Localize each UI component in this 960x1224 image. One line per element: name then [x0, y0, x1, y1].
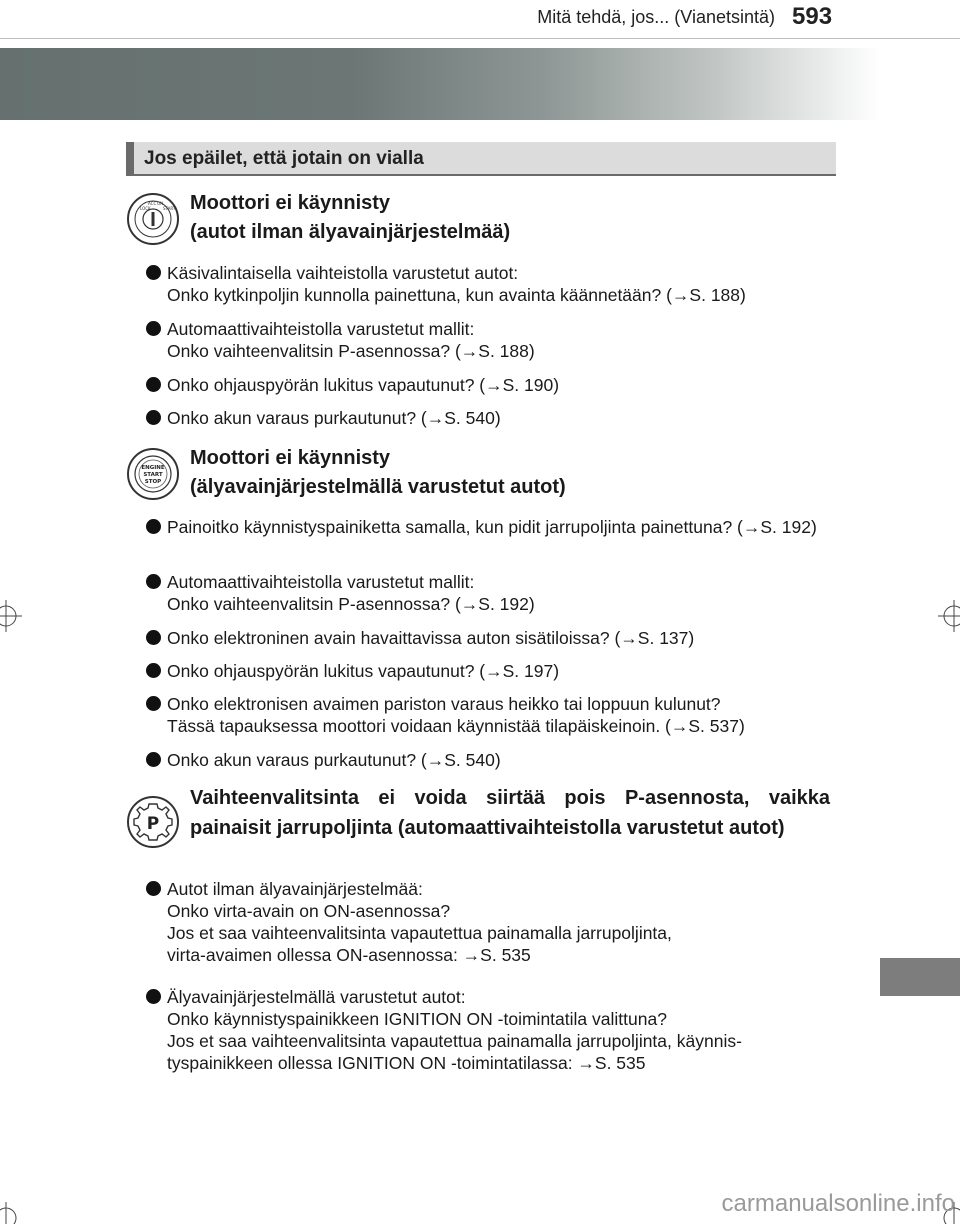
list-item: [146, 516, 836, 538]
list-item: [146, 693, 836, 737]
bullet-icon: [146, 989, 161, 1004]
stop-label: STOP: [144, 479, 162, 485]
list-item-text: virta-avaimen ollessa ON-asennossa: →S. 535: [167, 945, 531, 965]
chapter-side-tab: [880, 958, 960, 996]
list-item-text: Onko elektronisen avaimen pariston varaus heikko tai loppuun kulunut?: [167, 694, 721, 714]
ignition-label-start: START: [163, 206, 176, 211]
bullet-icon: [146, 377, 161, 392]
list-item-text: Käsivalintaisella vaihteistolla varustetut autot:: [167, 263, 519, 283]
list-item: [146, 262, 836, 306]
list-item-text: Onko kytkinpoljin kunnolla painettuna, kun avainta käännetään? (→S. 188): [167, 285, 746, 305]
list-item-text: Automaattivaihteistolla varustetut mallit:: [167, 572, 475, 592]
chapter-banner: [0, 48, 880, 120]
ignition-label-acc: ACC: [148, 201, 157, 206]
running-header-title: Mitä tehdä, jos... (Vianetsintä): [537, 7, 775, 27]
list-item-text: Älyavainjärjestelmällä varustetut autot:: [167, 987, 466, 1007]
list-item-text: Onko vaihteenvalitsin P-asennossa? (→S. 188): [167, 341, 535, 361]
bullet-icon: [146, 519, 161, 534]
ignition-label-on: ON: [157, 201, 164, 206]
bullet-icon: [146, 265, 161, 280]
list-item-text: Onko käynnistyspainikkeen IGNITION ON -toimintatila valittuna?: [167, 1009, 667, 1029]
bullet-icon: [146, 663, 161, 678]
list-item-text: Tässä tapauksessa moottori voidaan käynnistää tilapäiskeinoin. (→S. 537): [167, 716, 745, 736]
list-item: [146, 374, 836, 396]
block-1-heading-line-1: Moottori ei käynnisty: [190, 192, 391, 214]
bullet-icon: [146, 630, 161, 645]
list-item: [146, 749, 836, 771]
list-item: [146, 627, 836, 649]
watermark: carmanualsonline.info: [721, 1190, 955, 1217]
list-item: [146, 318, 836, 362]
section-title: Jos epäilet, että jotain on vialla: [144, 148, 424, 169]
list-item-text: Onko elektroninen avain havaittavissa auton sisätiloissa? (→S. 137): [167, 628, 695, 648]
list-item-text: Jos et saa vaihteenvalitsinta vapautettua painamalla jarrupoljinta, käynnis-: [167, 1031, 742, 1051]
ignition-key-icon: [127, 193, 179, 245]
list-item-text: Painoitko käynnistyspainiketta samalla, kun pidit jarrupoljinta painettuna? (→S. 192): [167, 517, 817, 537]
park-label: P: [146, 814, 160, 834]
list-item-text: Onko akun varaus purkautunut? (→S. 540): [167, 750, 501, 770]
header-rule: [0, 38, 960, 39]
page-number: 593: [792, 3, 833, 30]
crop-mark-left-icon: [0, 596, 24, 636]
crop-mark-right-icon: [936, 596, 960, 636]
list-item-text: Onko akun varaus purkautunut? (→S. 540): [167, 408, 501, 428]
bullet-icon: [146, 410, 161, 425]
block-2-heading-line-2: (älyavainjärjestelmällä varustetut autot): [190, 476, 566, 498]
list-item: [146, 878, 836, 966]
list-item-text: tyspainikkeen ollessa IGNITION ON -toimintatilassa: →S. 535: [167, 1053, 646, 1073]
bullet-icon: [146, 752, 161, 767]
list-item-text: Jos et saa vaihteenvalitsinta vapautettua painamalla jarrupoljinta,: [167, 923, 672, 943]
start-label: START: [143, 472, 163, 478]
engine-label: ENGINE: [141, 465, 165, 471]
list-item-text: Onko vaihteenvalitsin P-asennossa? (→S. 192): [167, 594, 535, 614]
list-item: [146, 986, 836, 1074]
list-item-text: Onko virta-avain on ON-asennossa?: [167, 901, 451, 921]
list-item-text: Autot ilman älyavainjärjestelmää:: [167, 879, 423, 899]
block-1-heading-line-2: (autot ilman älyavainjärjestelmää): [190, 221, 511, 243]
list-item-text: Onko ohjauspyörän lukitus vapautunut? (→S. 197): [167, 661, 560, 681]
list-item: [146, 407, 836, 429]
ignition-label-lock: LOCK: [140, 206, 151, 211]
list-item: [146, 571, 836, 615]
block-2-heading: [190, 444, 830, 502]
bullet-icon: [146, 696, 161, 711]
park-gear-icon: [127, 796, 179, 848]
list-item-text: Automaattivaihteistolla varustetut mallit:: [167, 319, 475, 339]
list-item: [146, 660, 836, 682]
block-2-heading-line-1: Moottori ei käynnisty: [190, 447, 391, 469]
block-1-heading: [190, 189, 830, 247]
list-item-text: Onko ohjauspyörän lukitus vapautunut? (→S. 190): [167, 375, 560, 395]
block-3-heading: Vaihteenvalitsinta ei voida siirtää pois P-asennosta, vaikka painaisit jarrupoljinta (automaattivaihteistolla varustetut autot): [190, 787, 830, 839]
section-heading-bar: [126, 142, 836, 176]
bullet-icon: [146, 574, 161, 589]
bullet-icon: [146, 321, 161, 336]
bullet-icon: [146, 881, 161, 896]
crop-mark-bottom-left-icon: [0, 1200, 24, 1224]
engine-start-stop-icon: [127, 448, 179, 500]
